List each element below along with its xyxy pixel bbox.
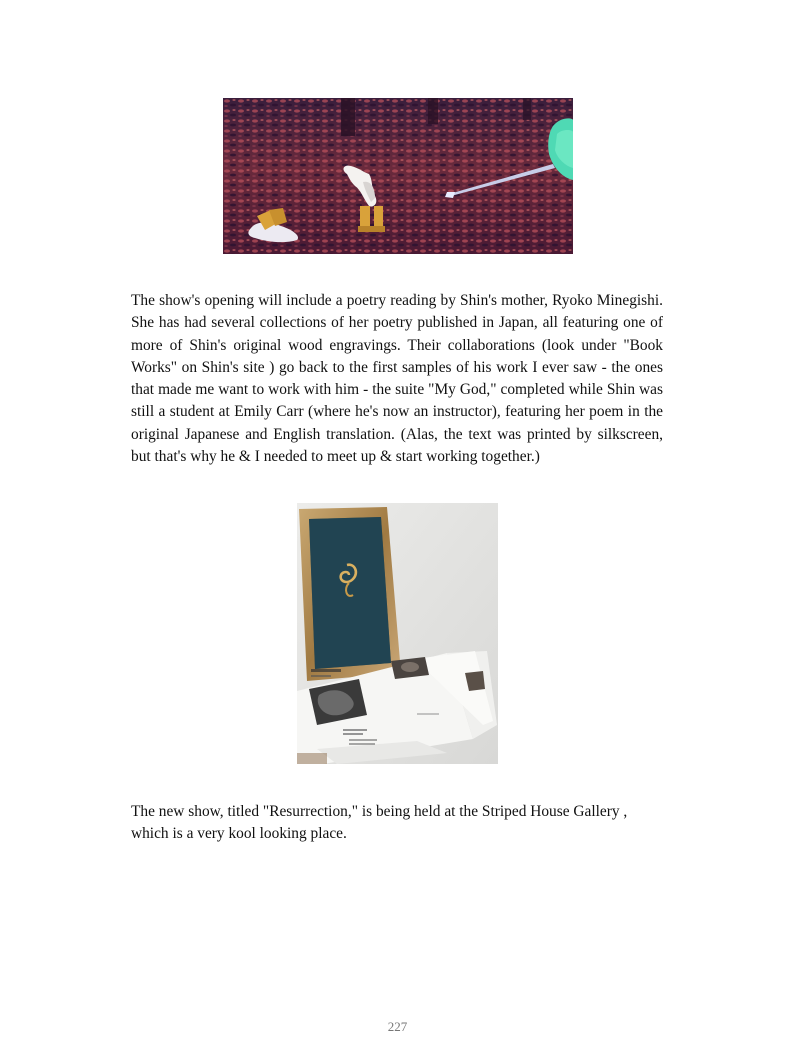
page-number: 227 — [387, 1019, 408, 1034]
poetry-reading-paragraph: The show's opening will include a poetry reading by Shin's mother, Ryoko Minegishi. She has had several collections of her poetry published in Japan, all featuring one of more of Shin's original wood engravings. Their collaborations (look under "Book Works" on Shin's site ) go back to the first samples of his work I ever saw - the ones that made me want to work with him - the suite "My God," completed while Shin was still a student at Emily Carr (where he's now an instructor), featuring her poem in the original Japanese and English translation. (Alas, the text was printed by silkscreen, but that's why he & I needed to meet up & start working together.) — [131, 292, 663, 466]
framed-print-and-papers-image — [297, 503, 498, 764]
artwork-forest-boots-image — [223, 98, 573, 254]
gallery-paragraph: The new show, titled "Resurrection," is being held at the Striped House Gallery , which is a very kool looking place. — [131, 803, 628, 843]
